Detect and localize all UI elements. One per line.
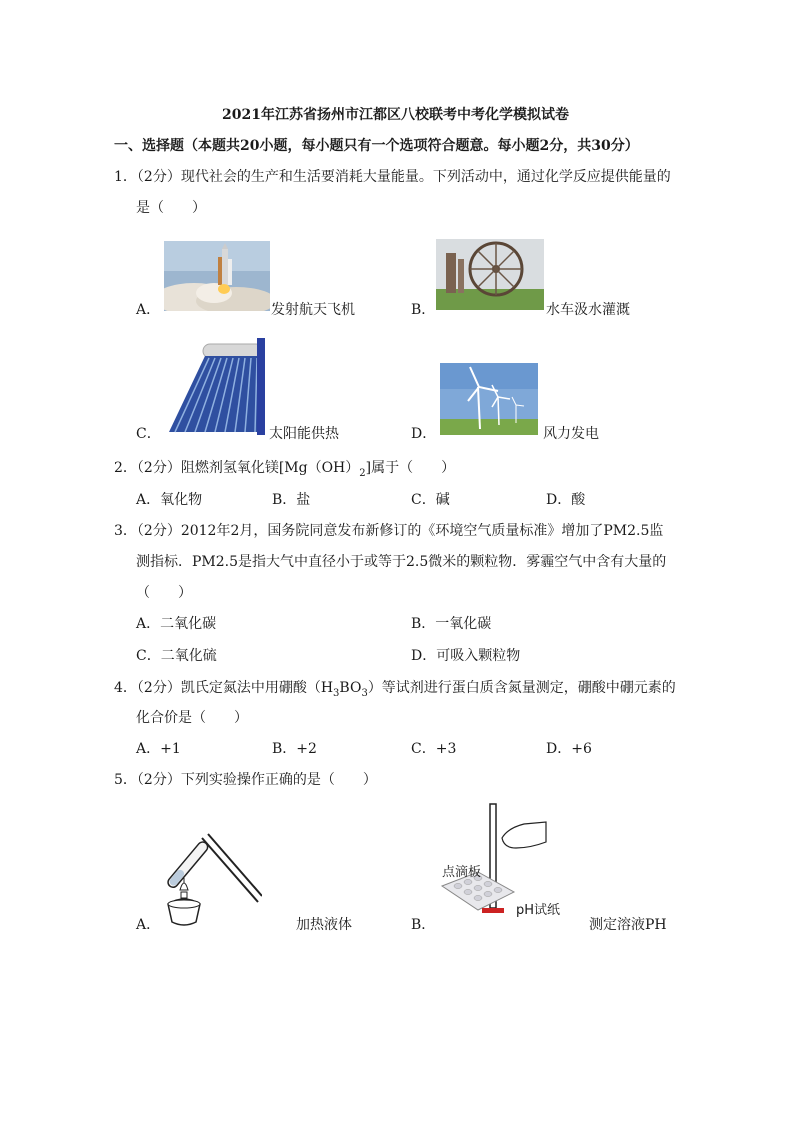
q3-option-b: B．一氧化碳 <box>411 616 492 632</box>
question-4-text-c: ）等试剂进行蛋白质含氮量测定，硼酸中硼元素的 <box>367 680 676 696</box>
q5-option-a-label: 加热液体 <box>296 917 352 933</box>
question-2-stem <box>114 457 455 479</box>
option-a-label: 发射航天飞机 <box>271 302 355 318</box>
q2-option-d: D．酸 <box>546 492 586 508</box>
question-4-sub-2: 3 <box>361 687 368 699</box>
question-4-line-2: 化合价是（ ） <box>136 710 248 726</box>
q4-option-c: C．+3 <box>411 741 457 757</box>
section-heading: 一、选择题（本题共20小题，每小题只有一个选项符合题意。每小题2分，共30分） <box>114 138 639 154</box>
spot-plate-label: 点滴板 <box>442 865 482 880</box>
q3-option-d: D．可吸入颗粒物 <box>411 648 521 664</box>
page-title: 2021年江苏省扬州市江都区八校联考中考化学模拟试卷 <box>222 107 569 123</box>
question-2-stem-part-2: ]属于（ ） <box>365 460 456 476</box>
option-c-letter: C． <box>136 426 161 442</box>
question-2-stem-part-1: 2．（2分）阻燃剂氢氧化镁[Mg（OH） <box>114 460 360 476</box>
q5-option-b-letter: B． <box>411 917 436 933</box>
option-b-letter: B． <box>411 302 436 318</box>
ph-paper-label: pH试纸 <box>516 903 561 918</box>
option-b-label: 水车汲水灌溉 <box>546 302 630 318</box>
q5-option-a-letter: A． <box>136 917 161 933</box>
solar-water-heater-image <box>165 338 265 435</box>
option-d-letter: D． <box>411 426 437 442</box>
question-4-text-b: BO <box>339 680 362 696</box>
question-4-line-1 <box>114 677 676 699</box>
waterwheel-image <box>436 239 544 310</box>
question-1-line-2: 是（ ） <box>136 200 206 216</box>
q3-option-a: A．二氧化碳 <box>136 616 217 632</box>
option-a-letter: A． <box>136 302 161 318</box>
question-1-line-1: 1．（2分）现代社会的生产和生活要消耗大量能量。下列活动中，通过化学反应提供能量的 <box>114 169 671 185</box>
heating-liquid-figure <box>162 832 262 930</box>
wind-turbine-image <box>440 363 538 435</box>
question-3-line-3: （ ） <box>136 585 192 601</box>
question-3-line-1: 3．（2分）2012年2月，国务院同意发布新修订的《环境空气质量标准》增加了PM2.5监 <box>114 523 664 539</box>
q5-option-b-label: 测定溶液PH <box>589 917 667 933</box>
q2-option-c: C．碱 <box>411 492 450 508</box>
question-3-line-2: 测指标．PM2.5是指大气中直径小于或等于2.5微米的颗粒物．雾霾空气中含有大量的 <box>136 554 667 570</box>
option-d-label: 风力发电 <box>543 426 599 442</box>
question-4-sub-1: 3 <box>333 687 340 699</box>
question-4-text-a: 4．（2分）凯氏定氮法中用硼酸（H <box>114 680 334 696</box>
q4-option-a: A．+1 <box>136 741 181 757</box>
space-shuttle-launch-image <box>164 241 270 311</box>
q4-option-b: B．+2 <box>272 741 317 757</box>
q2-option-a: A．氧化物 <box>136 492 203 508</box>
q4-option-d: D．+6 <box>546 741 592 757</box>
question-5-line-1: 5．（2分）下列实验操作正确的是（ ） <box>114 772 377 788</box>
question-2-subscript: 2 <box>359 467 366 479</box>
q3-option-c: C．二氧化硫 <box>136 648 217 664</box>
option-c-label: 太阳能供热 <box>269 426 339 442</box>
q2-option-b: B．盐 <box>272 492 311 508</box>
